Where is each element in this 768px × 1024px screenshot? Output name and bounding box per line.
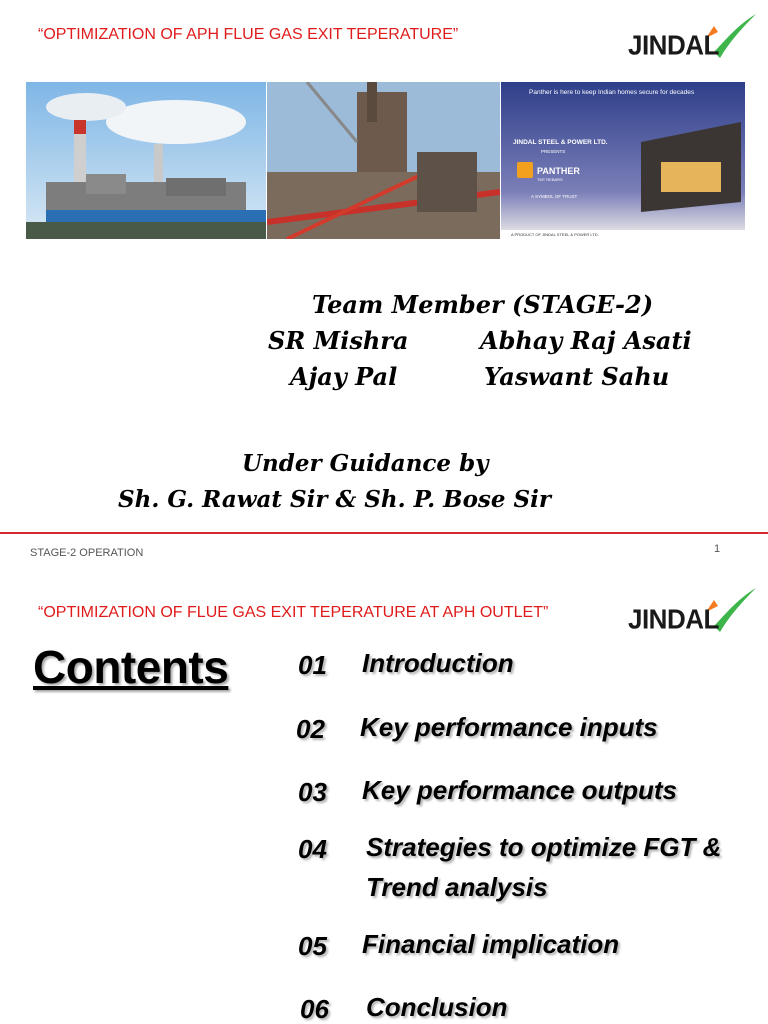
jindal-logo <box>628 12 758 64</box>
member-name: Yaswant Sahu <box>484 362 670 391</box>
slide-divider <box>0 532 768 534</box>
toc-label: Introduction <box>362 648 514 678</box>
slide-title: “OPTIMIZATION OF FLUE GAS EXIT TEPERATURE AT APH OUTLET” <box>38 604 549 621</box>
member-name: Ajay Pal <box>290 362 398 391</box>
toc-number: 01 <box>298 650 327 680</box>
steel-structure-image <box>267 82 500 239</box>
slide-2 <box>0 586 768 1024</box>
ad-company: JINDAL STEEL & POWER LTD. <box>513 139 608 146</box>
guidance-heading: Under Guidance by <box>242 450 489 477</box>
guides-names: Sh. G. Rawat Sir & Sh. P. Bose Sir <box>118 486 551 513</box>
team-heading: Team Member (STAGE-2) <box>312 290 654 319</box>
toc-label: Conclusion <box>366 992 508 1022</box>
toc-number: 05 <box>298 931 327 961</box>
slide-title: “OPTIMIZATION OF APH FLUE GAS EXIT TEPERATURE” <box>38 26 459 43</box>
member-name: Abhay Raj Asati <box>480 326 692 355</box>
panther-ad-image <box>501 82 745 239</box>
logo-text: JINDAL <box>628 603 719 635</box>
toc-number: 06 <box>300 994 329 1024</box>
ad-product-of: A PRODUCT OF JINDAL STEEL & POWER LTD. <box>511 232 599 237</box>
ad-presents: PRESENTS <box>541 149 566 154</box>
toc-number: 04 <box>298 834 327 864</box>
jindal-logo <box>628 586 758 638</box>
toc-number: 02 <box>296 714 325 744</box>
logo-text: JINDAL <box>628 29 719 61</box>
ad-brand-sub: TMT REBARS <box>537 177 563 182</box>
contents-heading: Contents <box>33 641 229 693</box>
toc-label: Strategies to optimize FGT & Trend analysis <box>366 832 722 902</box>
toc-number: 03 <box>298 777 327 807</box>
toc-label: Key performance outputs <box>362 775 677 805</box>
ad-symbol: A SYMBOL OF TRUST <box>531 194 578 199</box>
ad-brand: PANTHER <box>537 166 580 176</box>
panther-emblem-icon <box>517 162 533 178</box>
ad-tagline: Panther is here to keep Indian homes secure for decades <box>529 89 695 96</box>
power-plant-image <box>26 82 266 239</box>
member-name: SR Mishra <box>268 326 409 355</box>
toc-label: Key performance inputs <box>360 712 658 742</box>
toc-label: Financial implication <box>362 929 620 959</box>
page-number: 1 <box>714 543 721 555</box>
footer-label: STAGE-2 OPERATION <box>30 547 144 559</box>
